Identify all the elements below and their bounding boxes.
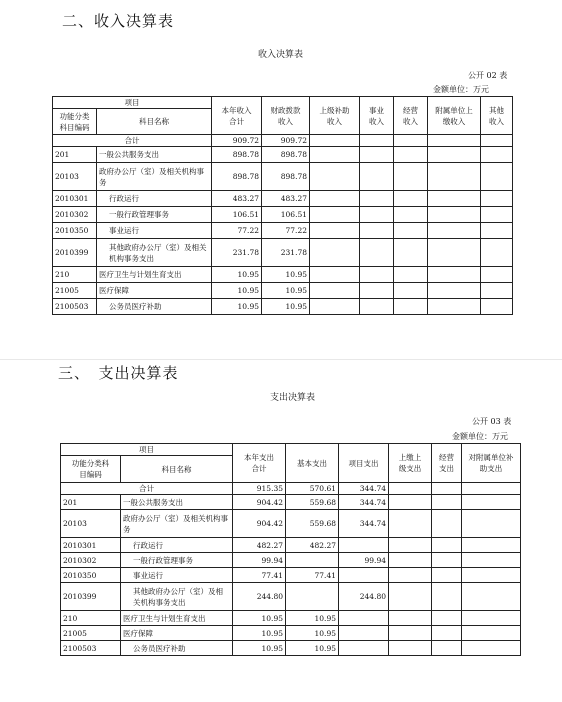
row-name: 政府办公厅（室）及相关机构事务 (97, 163, 212, 191)
row-value: 10.95 (262, 267, 310, 283)
row-code: 210 (53, 267, 97, 283)
row-name: 一般行政管理事务 (121, 553, 233, 568)
row-value (394, 239, 428, 267)
row-value: 559.68 (286, 495, 339, 510)
row-value (310, 207, 360, 223)
page-divider (0, 359, 562, 360)
row-value (462, 495, 521, 510)
table-row (53, 283, 513, 299)
table-row (61, 568, 521, 583)
row-value (432, 538, 462, 553)
row-value: 10.95 (286, 611, 339, 626)
row-code: 201 (61, 495, 121, 510)
header-code: 功能分类科 目编码 (61, 456, 121, 483)
table-row (61, 626, 521, 641)
row-value (360, 299, 394, 315)
row-name: 公务员医疗补助 (97, 299, 212, 315)
table-row (61, 510, 521, 538)
total-value: 344.74 (339, 483, 389, 495)
row-name: 医疗卫生与计划生育支出 (97, 267, 212, 283)
row-value: 10.95 (286, 641, 339, 656)
row-name: 其他政府办公厅（室）及相关机构事务支出 (97, 239, 212, 267)
row-value (389, 626, 432, 641)
header-col: 附属单位上 缴收入 (428, 97, 481, 135)
row-value: 483.27 (262, 191, 310, 207)
row-name: 医疗卫生与计划生育支出 (121, 611, 233, 626)
row-value: 77.22 (262, 223, 310, 239)
row-value (360, 283, 394, 299)
total-value (432, 483, 462, 495)
row-value (432, 510, 462, 538)
row-value: 344.74 (339, 510, 389, 538)
total-label: 合计 (53, 135, 212, 147)
row-name: 事业运行 (121, 568, 233, 583)
table-row (61, 583, 521, 611)
row-value (339, 538, 389, 553)
row-value (394, 207, 428, 223)
row-code: 2010350 (61, 568, 121, 583)
row-value: 898.78 (212, 163, 262, 191)
row-code: 2100503 (53, 299, 97, 315)
row-value: 559.68 (286, 510, 339, 538)
row-name: 行政运行 (121, 538, 233, 553)
row-value: 99.94 (233, 553, 286, 568)
row-value: 482.27 (286, 538, 339, 553)
row-value (394, 163, 428, 191)
row-code: 201 (53, 147, 97, 163)
row-value: 231.78 (262, 239, 310, 267)
header-item: 项目 (53, 97, 212, 109)
row-name: 其他政府办公厅（室）及相关机构事务支出 (121, 583, 233, 611)
total-row (61, 483, 521, 495)
row-value (389, 641, 432, 656)
row-value (432, 568, 462, 583)
row-value (432, 641, 462, 656)
expenditure-unit-label: 金额单位：万元 (452, 432, 508, 441)
income-form-number: 公开 02 表 (468, 71, 508, 80)
row-value (481, 207, 513, 223)
row-code: 2010399 (53, 239, 97, 267)
row-value (339, 626, 389, 641)
row-name: 一般行政管理事务 (97, 207, 212, 223)
row-code: 2010302 (61, 553, 121, 568)
row-value (360, 223, 394, 239)
row-value (394, 223, 428, 239)
table-row (61, 611, 521, 626)
row-value: 482.27 (233, 538, 286, 553)
row-value (462, 553, 521, 568)
row-value (462, 641, 521, 656)
row-value (339, 641, 389, 656)
row-value: 77.41 (286, 568, 339, 583)
row-value (360, 163, 394, 191)
row-value (462, 611, 521, 626)
header-col: 对附属单位补 助支出 (462, 444, 521, 483)
row-value (339, 611, 389, 626)
row-value (310, 147, 360, 163)
row-value: 898.78 (262, 163, 310, 191)
row-code: 210 (61, 611, 121, 626)
row-value: 10.95 (212, 299, 262, 315)
row-value (310, 191, 360, 207)
row-value (428, 147, 481, 163)
row-value: 904.42 (233, 510, 286, 538)
row-value: 10.95 (233, 641, 286, 656)
row-code: 2010350 (53, 223, 97, 239)
table-row (53, 191, 513, 207)
row-value: 904.42 (233, 495, 286, 510)
header-col: 本年收入 合计 (212, 97, 262, 135)
total-row (53, 135, 513, 147)
total-value: 909.72 (262, 135, 310, 147)
row-value (432, 495, 462, 510)
row-value: 77.22 (212, 223, 262, 239)
row-value (389, 553, 432, 568)
expenditure-table-title: 支出决算表 (270, 393, 316, 403)
row-value (481, 267, 513, 283)
row-value (360, 191, 394, 207)
table-row (61, 553, 521, 568)
row-value: 10.95 (262, 299, 310, 315)
row-value (428, 267, 481, 283)
row-code: 20103 (53, 163, 97, 191)
table-row (61, 641, 521, 656)
row-value (481, 283, 513, 299)
row-value: 10.95 (212, 267, 262, 283)
header-col: 财政拨款 收入 (262, 97, 310, 135)
row-name: 一般公共服务支出 (121, 495, 233, 510)
header-row (53, 97, 513, 109)
row-value (394, 147, 428, 163)
total-value (310, 135, 360, 147)
header-item: 项目 (61, 444, 233, 456)
row-value (462, 538, 521, 553)
row-value (462, 626, 521, 641)
row-name: 公务员医疗补助 (121, 641, 233, 656)
row-name: 政府办公厅（室）及相关机构事务 (121, 510, 233, 538)
total-value (394, 135, 428, 147)
row-value: 10.95 (212, 283, 262, 299)
row-value (389, 611, 432, 626)
total-value: 915.35 (233, 483, 286, 495)
row-value: 483.27 (212, 191, 262, 207)
row-value (310, 239, 360, 267)
row-value (310, 267, 360, 283)
row-value: 344.74 (339, 495, 389, 510)
row-value: 10.95 (233, 611, 286, 626)
row-value (394, 283, 428, 299)
row-value (360, 267, 394, 283)
row-value: 244.80 (339, 583, 389, 611)
row-value: 106.51 (212, 207, 262, 223)
expenditure-form-number: 公开 03 表 (472, 417, 512, 426)
row-code: 2010301 (61, 538, 121, 553)
row-value (310, 223, 360, 239)
header-col: 上缴上 级支出 (389, 444, 432, 483)
row-value (428, 207, 481, 223)
total-value (389, 483, 432, 495)
row-value (286, 553, 339, 568)
expenditure-table (60, 443, 521, 656)
section2-heading: 三、 支出决算表 (58, 364, 179, 382)
row-value: 244.80 (233, 583, 286, 611)
row-value: 77.41 (233, 568, 286, 583)
row-value (394, 191, 428, 207)
table-row (53, 299, 513, 315)
row-value (286, 583, 339, 611)
row-value (389, 495, 432, 510)
row-value (360, 207, 394, 223)
table-row (53, 239, 513, 267)
header-col: 事业 收入 (360, 97, 394, 135)
row-value (428, 239, 481, 267)
row-code: 2010302 (53, 207, 97, 223)
row-value (428, 223, 481, 239)
row-value: 10.95 (262, 283, 310, 299)
row-value (462, 568, 521, 583)
row-value (462, 583, 521, 611)
row-value (339, 568, 389, 583)
total-value: 570.61 (286, 483, 339, 495)
row-value: 106.51 (262, 207, 310, 223)
total-value (481, 135, 513, 147)
row-code: 2100503 (61, 641, 121, 656)
row-code: 21005 (53, 283, 97, 299)
income-unit-label: 金额单位：万元 (433, 85, 489, 94)
header-col: 本年支出 合计 (233, 444, 286, 483)
row-value (310, 163, 360, 191)
section1-heading: 二、收入决算表 (62, 12, 175, 30)
row-value: 231.78 (212, 239, 262, 267)
row-value (432, 553, 462, 568)
row-value (428, 191, 481, 207)
row-value (428, 163, 481, 191)
row-value (462, 510, 521, 538)
row-code: 2010301 (53, 191, 97, 207)
income-table (52, 96, 513, 315)
row-value (360, 147, 394, 163)
header-row (61, 444, 521, 456)
row-name: 医疗保障 (97, 283, 212, 299)
header-col: 经营 收入 (394, 97, 428, 135)
row-value: 898.78 (262, 147, 310, 163)
row-value (360, 239, 394, 267)
row-value (389, 583, 432, 611)
total-value (360, 135, 394, 147)
table-row (53, 207, 513, 223)
row-value (310, 283, 360, 299)
row-name: 医疗保障 (121, 626, 233, 641)
header-name: 科目名称 (121, 456, 233, 483)
total-value: 909.72 (212, 135, 262, 147)
row-value (394, 299, 428, 315)
row-code: 2010399 (61, 583, 121, 611)
row-value (389, 538, 432, 553)
table-row (61, 538, 521, 553)
row-value (432, 611, 462, 626)
table-row (53, 223, 513, 239)
row-value (428, 283, 481, 299)
header-col: 项目支出 (339, 444, 389, 483)
row-value (481, 191, 513, 207)
total-value (462, 483, 521, 495)
header-col: 经营 支出 (432, 444, 462, 483)
row-value (432, 626, 462, 641)
row-name: 事业运行 (97, 223, 212, 239)
row-value (481, 299, 513, 315)
row-value: 99.94 (339, 553, 389, 568)
row-value (428, 299, 481, 315)
table-row (53, 267, 513, 283)
table-row (53, 163, 513, 191)
row-name: 行政运行 (97, 191, 212, 207)
table-row (61, 495, 521, 510)
header-col: 上级补助 收入 (310, 97, 360, 135)
header-code: 功能分类 科目编码 (53, 109, 97, 135)
row-value (481, 147, 513, 163)
row-value: 898.78 (212, 147, 262, 163)
row-code: 20103 (61, 510, 121, 538)
row-value (432, 583, 462, 611)
total-value (428, 135, 481, 147)
row-value (389, 568, 432, 583)
row-value (481, 239, 513, 267)
table-row (53, 147, 513, 163)
row-value (481, 223, 513, 239)
header-name: 科目名称 (97, 109, 212, 135)
header-col: 基本支出 (286, 444, 339, 483)
row-value: 10.95 (286, 626, 339, 641)
row-value (481, 163, 513, 191)
total-label: 合计 (61, 483, 233, 495)
income-table-title: 收入决算表 (258, 50, 304, 60)
row-name: 一般公共服务支出 (97, 147, 212, 163)
row-value (310, 299, 360, 315)
row-value: 10.95 (233, 626, 286, 641)
row-value (394, 267, 428, 283)
row-value (389, 510, 432, 538)
header-col: 其他 收入 (481, 97, 513, 135)
row-code: 21005 (61, 626, 121, 641)
